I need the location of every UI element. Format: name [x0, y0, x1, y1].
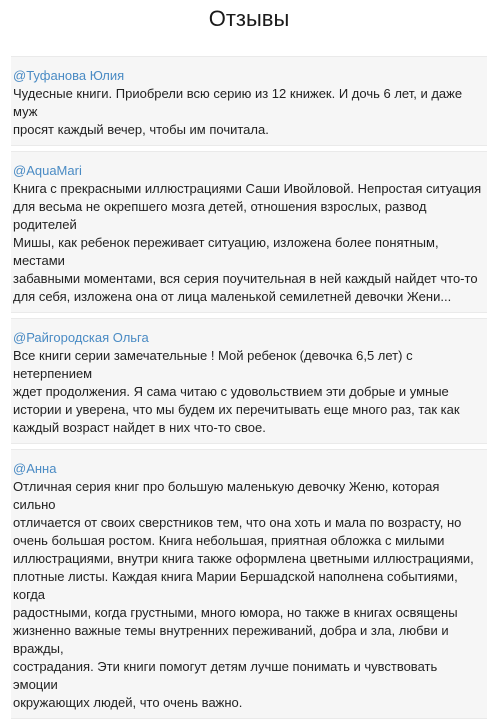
review-line: Отличная серия книг про большую маленькую девочку Женю, которая сильно — [13, 479, 440, 512]
review-text — [11, 347, 487, 437]
page-title: Отзывы — [208, 6, 290, 31]
reviews-list — [11, 56, 487, 724]
review-author[interactable]: @Туфанова Юлия — [13, 68, 125, 83]
review-line: для себя, изложена она от лица маленькой семилетней девочки Жени... — [13, 289, 452, 304]
review-card — [11, 151, 487, 313]
review-line: для весьма не окрепшего мозга детей, отношения взрослых, развод родителей — [13, 199, 427, 232]
review-line: истории и уверена, что мы будем их перечитывать еще много раз, так как — [13, 402, 460, 417]
review-card — [11, 56, 487, 146]
review-text — [11, 85, 487, 139]
review-line: Чудесные книги. Приобрели всю серию из 12 книжек. И дочь 6 лет, и даже муж — [13, 86, 463, 119]
review-line: каждый возраст найдет в них что-то свое. — [13, 420, 266, 435]
review-line: сострадания. Эти книги помогут детям лучше понимать и чувствовать эмоции — [13, 659, 438, 692]
review-line: радостными, когда грустными, много юмора, но также в книгах освящены — [13, 605, 458, 620]
review-card — [11, 449, 487, 719]
review-line: Книга с прекрасными иллюстрациями Саши Ивойловой. Непростая ситуация — [13, 181, 482, 196]
review-line: плотные листы. Каждая книга Марии Бершадской наполнена событиями, когда — [13, 569, 458, 602]
review-line: забавными моментами, вся серия поучительная в ней каждый найдет что-то — [13, 271, 478, 286]
review-line: очень большая ростом. Книга небольшая, приятная обложка с милыми — [13, 533, 445, 548]
review-card — [11, 318, 487, 444]
review-line: жизненно важные темы внутренних переживаний, добра и зла, любви и вражды, — [13, 623, 449, 656]
review-author[interactable]: @AquaMari — [13, 163, 82, 178]
review-line: иллюстрациями, внутри книга также оформлена цветными иллюстрациями, — [13, 551, 474, 566]
review-author[interactable]: @Анна — [13, 461, 57, 476]
review-line: ждет продолжения. Я сама читаю с удовольствием эти добрые и умные — [13, 384, 449, 399]
review-line: отличается от своих сверстников тем, что она хоть и мала по возрасту, но — [13, 515, 462, 530]
review-line: Все книги серии замечательные ! Мой ребенок (девочка 6,5 лет) с нетерпением — [13, 348, 413, 381]
review-line: окружающих людей, что очень важно. — [13, 695, 243, 710]
review-text — [11, 478, 487, 712]
review-author[interactable]: @Райгородская Ольга — [13, 330, 149, 345]
review-line: Мишы, как ребенок переживает ситуацию, изложена более понятным, местами — [13, 235, 439, 268]
review-text — [11, 180, 487, 306]
review-line: просят каждый вечер, чтобы им почитала. — [13, 122, 269, 137]
